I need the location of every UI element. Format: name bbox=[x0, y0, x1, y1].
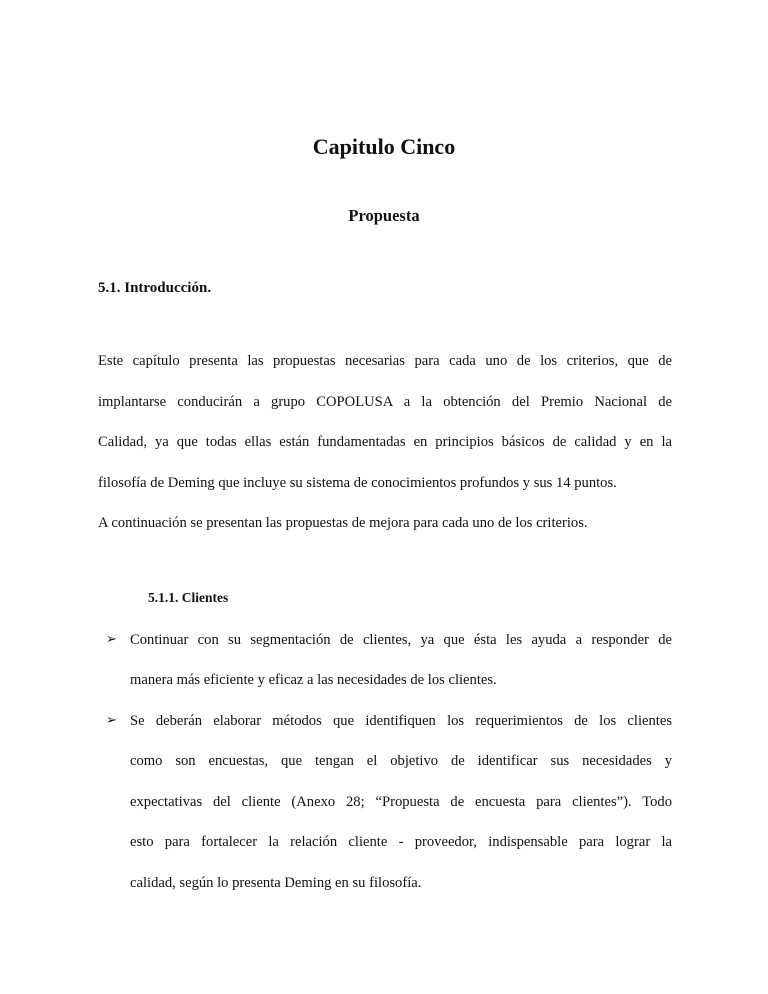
bullet-line: manera más eficiente y eficaz a las necesidades de los clientes. bbox=[130, 672, 497, 688]
bullet-line: esto para fortalecer la relación cliente - proveedor, indispensable para lograr la bbox=[130, 834, 672, 850]
chapter-title: Capitulo Cinco bbox=[312, 134, 456, 159]
bullet-line: Se deberán elaborar métodos que identifiquen los requerimientos de los clientes bbox=[130, 713, 672, 729]
bullet-line: calidad, según lo presenta Deming en su filosofía. bbox=[130, 875, 422, 891]
arrow-bullet-icon: ➢ bbox=[106, 631, 117, 646]
section-heading: 5.1. Introducción. bbox=[98, 280, 212, 296]
paragraph-line: implantarse conducirán a grupo COPOLUSA a la obtención del Premio Nacional de bbox=[98, 394, 672, 410]
subsection-heading: 5.1.1. Clientes bbox=[148, 590, 229, 605]
paragraph-line: Este capítulo presenta las propuestas necesarias para cada uno de los criterios, que de bbox=[98, 353, 672, 369]
paragraph-line: filosofía de Deming que incluye su sistema de conocimientos profundos y sus 14 puntos. bbox=[98, 475, 617, 491]
paragraph-line: A continuación se presentan las propuestas de mejora para cada uno de los criterios. bbox=[98, 515, 588, 531]
paragraph-line: Calidad, ya que todas ellas están fundamentadas en principios básicos de calidad y en la bbox=[98, 434, 672, 450]
bullet-line: como son encuestas, que tengan el objetivo de identificar sus necesidades y bbox=[130, 753, 672, 769]
bullet-line: expectativas del cliente (Anexo 28; “Propuesta de encuesta para clientes”). Todo bbox=[130, 794, 672, 810]
chapter-subtitle: Propuesta bbox=[348, 206, 420, 225]
bullet-line: Continuar con su segmentación de clientes, ya que ésta les ayuda a responder de bbox=[130, 632, 672, 648]
arrow-bullet-icon: ➢ bbox=[106, 712, 117, 727]
